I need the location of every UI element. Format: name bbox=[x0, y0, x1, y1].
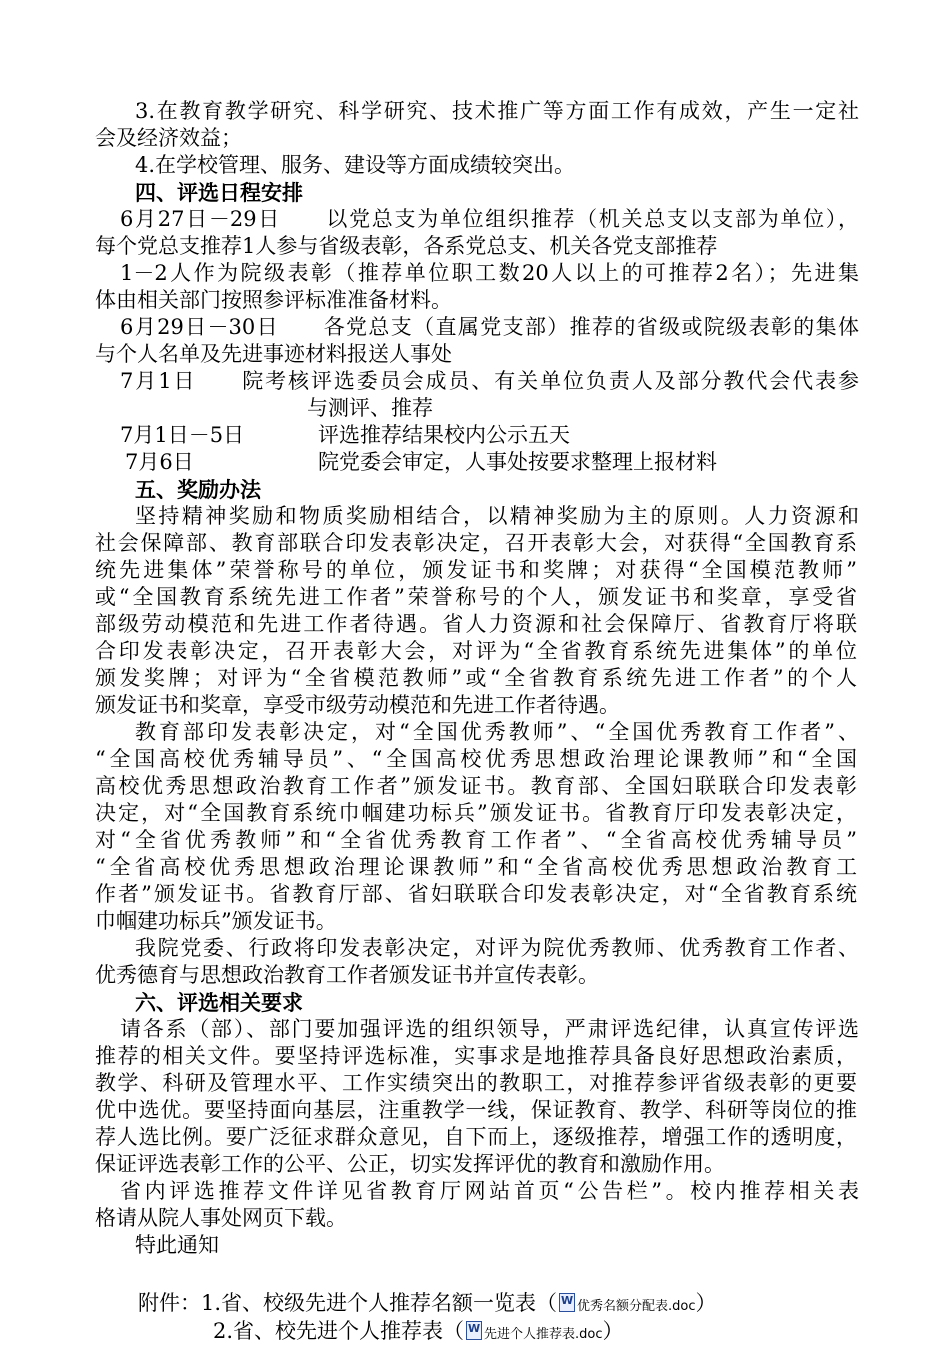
para-line: 我院党委、行政将印发表彰决定，对评为院优秀教师、优秀教育工作者、 bbox=[135, 936, 859, 960]
schedule-line: 与测评、推荐 bbox=[307, 396, 433, 420]
attachment-row-1 bbox=[138, 1290, 717, 1320]
para-line: 教学、科研及管理水平、工作实绩突出的教职工，对推荐参评省级表彰的更要 bbox=[95, 1071, 857, 1095]
schedule-line: 6月29日－30日 各党总支（直属党支部）推荐的省级或院级表彰的集体 bbox=[120, 315, 859, 339]
schedule-desc: 评选推荐结果校内公示五天 bbox=[318, 423, 570, 447]
word-doc-icon[interactable] bbox=[559, 1293, 575, 1312]
para-line: 高校优秀思想政治教育工作者”颁发证书。教育部、全国妇联联合印发表彰 bbox=[95, 774, 857, 798]
attachment-2-close: ） bbox=[602, 1319, 624, 1343]
para-line: 社会保障部、教育部联合印发表彰决定，召开表彰大会，对获得“全国教育系 bbox=[95, 531, 857, 555]
para-line: 或“全国教育系统先进工作者”荣誉称号的个人，颁发证书和奖章，享受省 bbox=[95, 585, 857, 609]
para-line: 4.在学校管理、服务、建设等方面成绩较突出。 bbox=[135, 153, 576, 177]
para-line: 部级劳动模范和先进工作者待遇。省人力资源和社会保障厅、省教育厅将联 bbox=[95, 612, 857, 636]
attachment-1-file[interactable]: 优秀名额分配表.doc bbox=[577, 1299, 696, 1314]
para-line: 优中选优。要坚持面向基层，注重教学一线，保证教育、教学、科研等岗位的推 bbox=[95, 1098, 857, 1122]
para-line: 合印发表彰决定，召开表彰大会，对评为“全省教育系统先进集体”的单位 bbox=[95, 639, 857, 663]
schedule-line: 每个党总支推荐1人参与省级表彰，各系党总支、机关各党支部推荐 bbox=[95, 234, 718, 258]
schedule-line: 1－2人作为院级表彰（推荐单位职工数20人以上的可推荐2名）；先进集 bbox=[120, 261, 859, 285]
attachment-1-text: 1.省、校级先进个人推荐名额一览表（ bbox=[201, 1291, 558, 1315]
para-line: 巾帼建功标兵”颁发证书。 bbox=[95, 909, 337, 933]
para-line: 对“全省优秀教师”和“全省优秀教育工作者”、“全省高校优秀辅导员” bbox=[95, 828, 857, 852]
para-line: 颁发奖牌；对评为“全省模范教师”或“全省教育系统先进工作者”的个人 bbox=[95, 666, 857, 690]
para-line: 省内评选推荐文件详见省教育厅网站首页“公告栏”。校内推荐相关表 bbox=[120, 1179, 859, 1203]
para-line: “全国高校优秀辅导员”、“全国高校优秀思想政治理论课教师”和“全国 bbox=[95, 747, 857, 771]
para-line: 坚持精神奖励和物质奖励相结合，以精神奖励为主的原则。人力资源和 bbox=[135, 504, 859, 528]
section-heading-6: 六、评选相关要求 bbox=[135, 990, 303, 1015]
para-line: 颁发证书和奖章，享受市级劳动模范和先进工作者待遇。 bbox=[95, 693, 620, 717]
para-line: 保证评选表彰工作的公平、公正，切实发挥评优的教育和激励作用。 bbox=[95, 1152, 725, 1176]
attachment-1-close: ） bbox=[695, 1291, 717, 1315]
schedule-line: 与个人名单及先进事迹材料报送人事处 bbox=[95, 342, 452, 366]
attachment-2-file[interactable]: 先进个人推荐表.doc bbox=[484, 1327, 603, 1342]
para-line: 3.在教育教学研究、科学研究、技术推广等方面工作有成效，产生一定社 bbox=[135, 99, 859, 123]
para-line: 统先进集体”荣誉称号的单位，颁发证书和奖牌；对获得“全国模范教师” bbox=[95, 558, 857, 582]
word-doc-icon[interactable] bbox=[466, 1321, 482, 1340]
para-line: 决定，对“全国教育系统巾帼建功标兵”颁发证书。省教育厅印发表彰决定， bbox=[95, 801, 857, 825]
para-line: 优秀德育与思想政治教育工作者颁发证书并宣传表彰。 bbox=[95, 963, 599, 987]
para-line: 推荐的相关文件。要坚持评选标准，实事求是地推荐具备良好思想政治素质， bbox=[95, 1044, 857, 1068]
attachment-label: 附件： bbox=[138, 1291, 201, 1315]
schedule-line: 体由相关部门按照参评标准准备材料。 bbox=[95, 288, 452, 312]
schedule-line: 6月27日－29日 以党总支为单位组织推荐（机关总支以支部为单位）， bbox=[120, 207, 859, 231]
schedule-desc: 院党委会审定，人事处按要求整理上报材料 bbox=[318, 450, 717, 474]
section-heading-4: 四、评选日程安排 bbox=[135, 180, 303, 205]
attachment-2-text: 2.省、校先进个人推荐表（ bbox=[213, 1319, 465, 1343]
para-line: 格请从院人事处网页下载。 bbox=[95, 1206, 347, 1230]
para-line: “全省高校优秀思想政治理论课教师”和“全省高校优秀思想政治教育工 bbox=[95, 855, 857, 879]
para-line: 荐人选比例。要广泛征求群众意见，自下而上，逐级推荐，增强工作的透明度， bbox=[95, 1125, 857, 1149]
para-line: 教育部印发表彰决定，对“全国优秀教师”、“全国优秀教育工作者”、 bbox=[135, 720, 859, 744]
para-line: 请各系（部）、部门要加强评选的组织领导，严肃评选纪律，认真宣传评选 bbox=[120, 1017, 859, 1041]
schedule-date: 7月6日 bbox=[125, 450, 194, 474]
para-line: 会及经济效益； bbox=[95, 126, 242, 150]
closing-line: 特此通知 bbox=[135, 1233, 219, 1257]
section-heading-5: 五、奖励办法 bbox=[135, 477, 261, 502]
para-line: 作者”颁发证书。省教育厅部、省妇联联合印发表彰决定，对“全省教育系统 bbox=[95, 882, 857, 906]
schedule-date: 7月1日－5日 bbox=[120, 423, 245, 447]
schedule-line: 7月1日 院考核评选委员会成员、有关单位负责人及部分教代会代表参 bbox=[120, 369, 859, 393]
